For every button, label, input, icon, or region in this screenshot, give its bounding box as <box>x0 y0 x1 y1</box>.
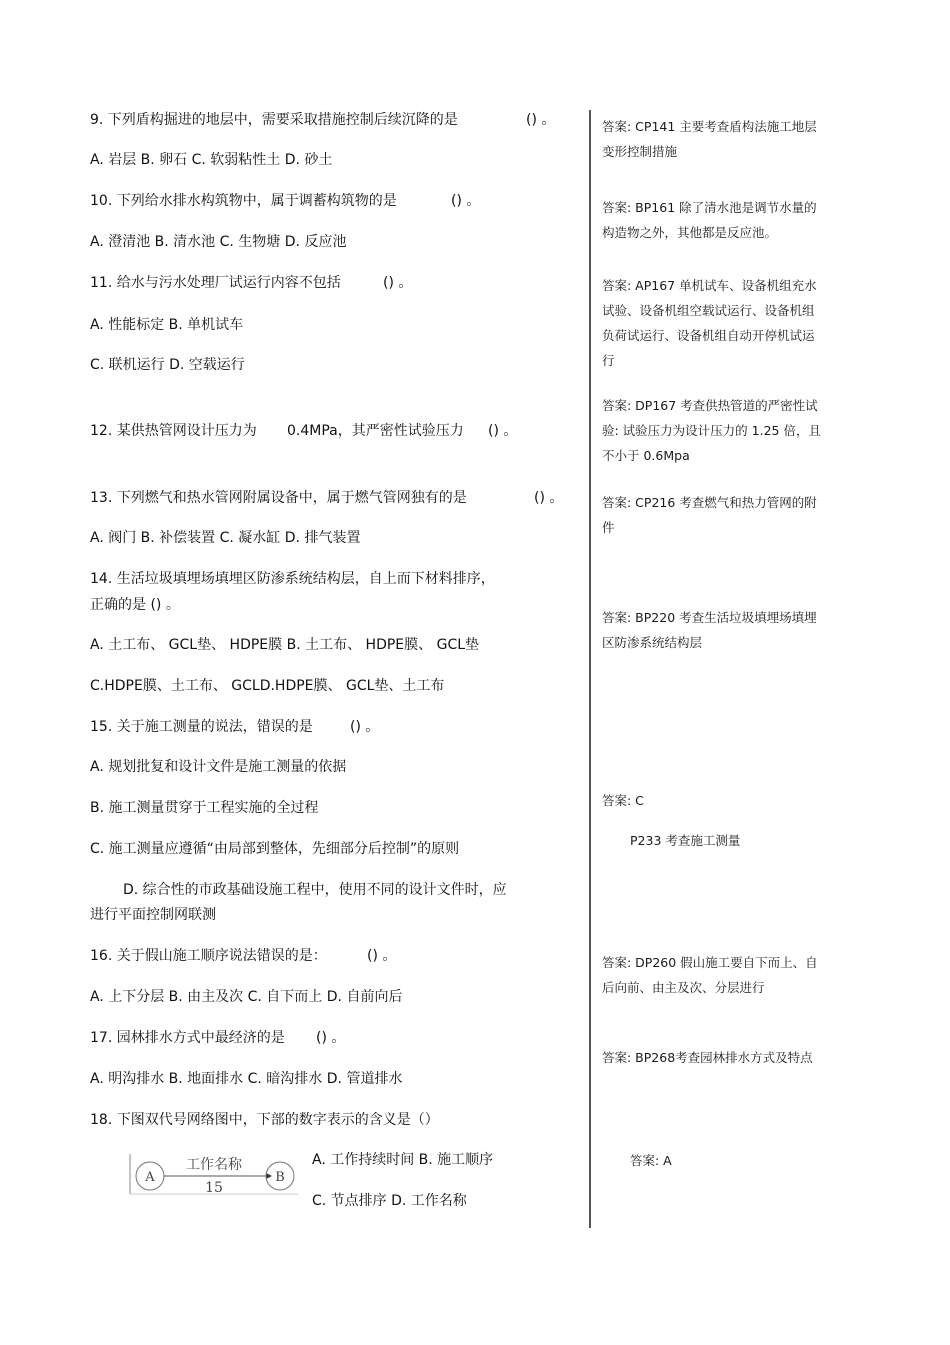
options-18-ab: A. 工作持续时间 B. 施工顺序 <box>312 1152 494 1168</box>
options-16: A. 上下分层 B. 由主及次 C. 自下而上 D. 自前向后 <box>90 989 403 1005</box>
options-14-cd: C.HDPE膜、土工布、 GCLD.HDPE膜、 GCL垫、土工布 <box>90 678 445 694</box>
work-name-label: 工作名称 <box>186 1157 242 1173</box>
options-17: A. 明沟排水 B. 地面排水 C. 暗沟排水 D. 管道排水 <box>90 1071 403 1087</box>
answer-15: 答案: C <box>602 793 644 808</box>
answer-14: 答案: BP220 考查生活垃圾填埋场填埋 区防渗系统结构层 <box>602 610 817 650</box>
options-15-d-line2: 进行平面控制网联测 <box>90 907 216 923</box>
question-18: 18. 下图双代号网络图中，下部的数字表示的含义是（） <box>90 1112 439 1128</box>
options-11-cd: C. 联机运行 D. 空载运行 <box>90 357 245 373</box>
arrow-head-icon <box>266 1173 272 1179</box>
options-10: A. 澄清池 B. 清水池 C. 生物塘 D. 反应池 <box>90 234 347 250</box>
options-11-ab: A. 性能标定 B. 单机试车 <box>90 317 244 333</box>
answer-15-note: P233 考查施工测量 <box>630 833 741 848</box>
network-diagram <box>128 1150 300 1196</box>
question-17: 17. 园林排水方式中最经济的是 () 。 <box>90 1030 346 1046</box>
question-10: 10. 下列给水排水构筑物中，属于调蓄构筑物的是 () 。 <box>90 193 481 209</box>
options-15-b: B. 施工测量贯穿于工程实施的全过程 <box>90 800 319 816</box>
options-15-c: C. 施工测量应遵循“由局部到整体，先细部分后控制”的原则 <box>90 841 460 857</box>
options-14-ab: A. 土工布、 GCL垫、 HDPE膜 B. 土工布、 HDPE膜、 GCL垫 <box>90 637 480 653</box>
options-15-d-line1: D. 综合性的市政基础设施工程中，使用不同的设计文件时，应 <box>123 882 507 898</box>
answer-17: 答案: BP268考查园林排水方式及特点 <box>602 1050 813 1065</box>
answer-12: 答案: DP167 考查供热管道的严密性试 验: 试验压力为设计压力的 1.25 倍，且 不小于 0.6Mpa <box>602 398 821 463</box>
question-14-line1: 14. 生活垃圾填埋场填埋区防渗系统结构层，自上而下材料排序， <box>90 571 495 587</box>
question-15: 15. 关于施工测量的说法，错误的是 () 。 <box>90 719 380 735</box>
options-9: A. 岩层 B. 卵石 C. 软弱粘性土 D. 砂土 <box>90 152 333 168</box>
answer-18: 答案: A <box>630 1153 672 1168</box>
node-b-label: B <box>275 1170 285 1185</box>
duration-label: 15 <box>205 1180 223 1196</box>
options-15-a: A. 规划批复和设计文件是施工测量的依据 <box>90 759 347 775</box>
question-13: 13. 下列燃气和热水管网附属设备中，属于燃气管网独有的是 () 。 <box>90 490 564 506</box>
question-9: 9. 下列盾构掘进的地层中，需要采取措施控制后续沉降的是 () 。 <box>90 112 556 128</box>
question-11: 11. 给水与污水处理厂试运行内容不包括 () 。 <box>90 275 413 291</box>
answer-16: 答案: DP260 假山施工要自下而上、自 后向前、由主及次、分层进行 <box>602 955 818 995</box>
options-18-cd: C. 节点排序 D. 工作名称 <box>312 1193 467 1209</box>
answer-13: 答案: CP216 考查燃气和热力管网的附 件 <box>602 495 817 535</box>
question-14-line2: 正确的是 () 。 <box>90 597 180 613</box>
options-13: A. 阀门 B. 补偿装置 C. 凝水缸 D. 排气装置 <box>90 530 361 546</box>
node-a-label: A <box>145 1170 155 1185</box>
answer-10: 答案: BP161 除了清水池是调节水量的 构造物之外，其他都是反应池。 <box>602 200 817 240</box>
column-divider <box>589 110 591 1228</box>
answer-9: 答案: CP141 主要考查盾构法施工地层 变形控制措施 <box>602 119 817 159</box>
question-12: 12. 某供热管网设计压力为 0.4MPa，其严密性试验压力 () 。 <box>90 423 518 439</box>
answer-11: 答案: AP167 单机试车、设备机组充水 试验、设备机组空载试运行、设备机组 负荷试运行、设备机组自动开停机试运 行 <box>602 278 817 368</box>
question-16: 16. 关于假山施工顺序说法错误的是： () 。 <box>90 948 397 964</box>
